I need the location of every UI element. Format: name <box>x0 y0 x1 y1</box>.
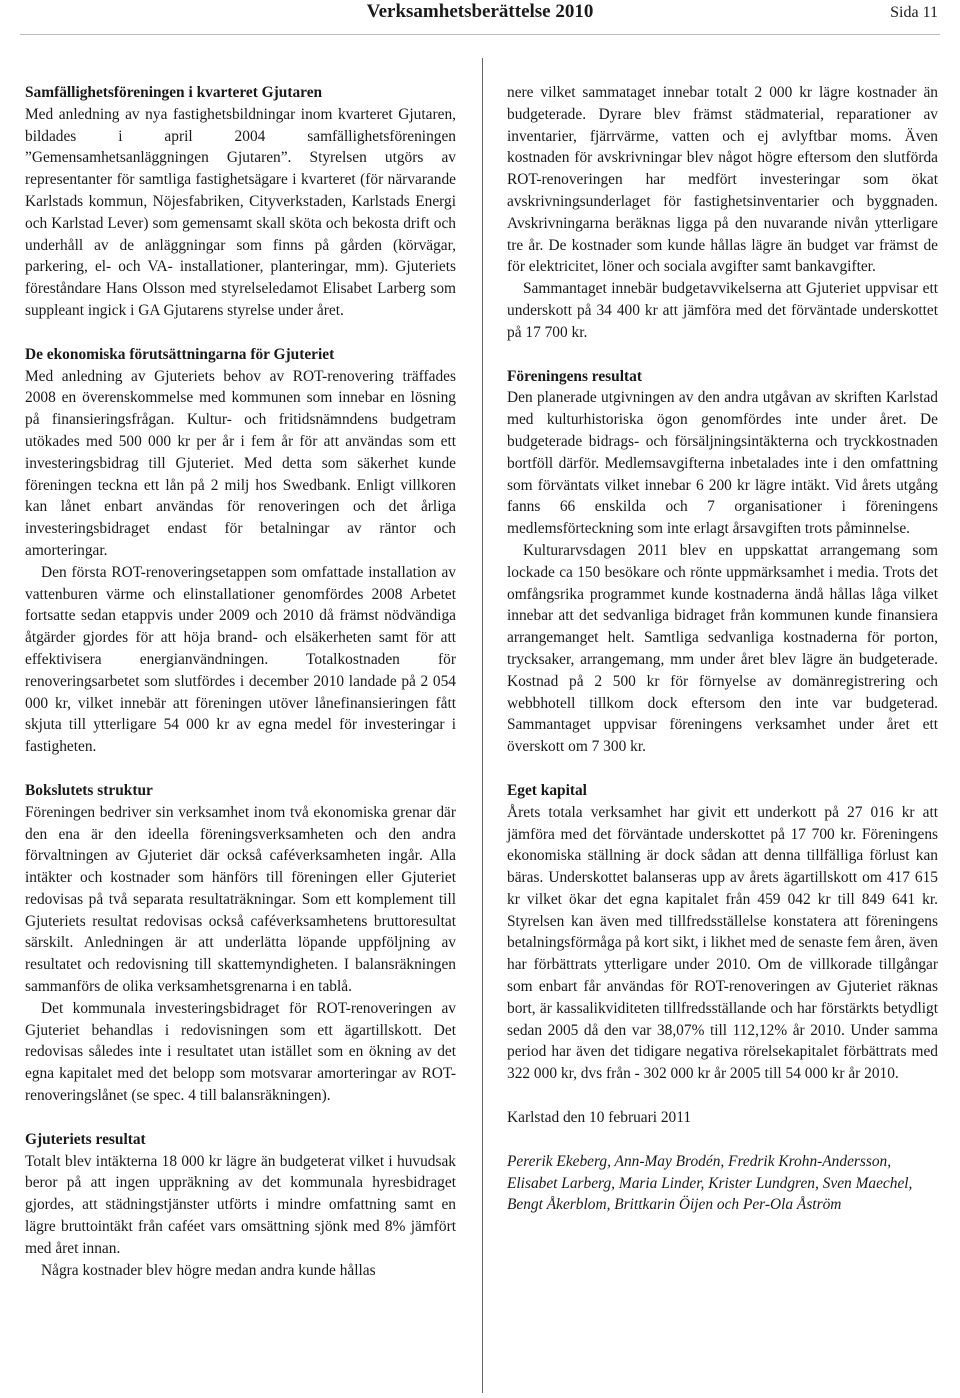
paragraph: Det kommunala investeringsbidraget för ROT-renoveringen av Gjuteriet behandlas i redovisningen som ett ägartillskott. Det redovisas således inte i resultatet utan istället som en ökning av det egna kapitalet med det belopp som motsvarar amorteringar av ROT-renoveringslånet (se spec. 4 till balansräkningen). <box>25 999 456 1105</box>
spacer <box>25 322 456 344</box>
section-heading-bokslut: Bokslutets struktur <box>25 781 153 799</box>
section-heading-samfallighet: Samfällighetsföreningen i kvarteret Gjutaren <box>25 84 323 101</box>
left-column <box>25 82 456 1281</box>
section-heading-foreningens-resultat: Föreningens resultat <box>507 367 642 385</box>
header-rule <box>20 34 940 35</box>
paragraph: Den planerade utgivningen av den andra utgåvan av skriften Karlstad med kulturhistoriska ögon genomfördes inte under året. De budgeterade bidrags- och försäljningsintäkterna och tryckkostnaden bortföll därför. Medlemsavgifterna inbetalades inte i den omfattning som förväntats vilket innebar 6 200 kr lägre intäkt. Vid årets utgång fanns 66 enskilda och 7 organisationer i föreningens medlemsförteckning som inte erlagt årsavgiften trots påminnelse. <box>507 389 938 538</box>
signatures: Pererik Ekeberg, Ann-May Brodén, Fredrik Krohn-Andersson, Elisabet Larberg, Maria Linder, Krister Lundgren, Sven Maechel, Bengt Åkerblom, Brittkarin Öijen och Per-Ola Åström <box>507 1152 913 1214</box>
paragraph: Kulturarvsdagen 2011 blev en uppskattat arrangemang som lockade ca 150 besökare och rönte uppmärksamhet i media. Trots det omfångsrika programmet kunde kostnaderna ändå hållas låga vilket innebar att det sedvanliga bidraget från kommunen kunde finansiera arrangemanget helt. Samtliga sedvanliga kostnaderna för porton, trycksaker, arrangemang, mm under året blev lägre än budgeterade. Kostnad på 2 500 kr för förnyelse av domänregistrering och webbhotell tillkom dock eftersom den inte var budgeterad. Sammantaget uppvisar föreningens verksamhet under året ett överskott om 7 300 kr. <box>507 541 938 756</box>
paragraph: nere vilket sammataget innebar totalt 2 000 kr lägre kostnader än budgeterade. Dyrare blev främst städmaterial, reparationer av inventarier, fjärrvärme, vatten och ej avlyftbar moms. Även kostnaden för avskrivningar blev något högre eftersom den slutförda ROT-renoveringen har medfört investeringar som ökat avskrivningsunderlaget för fastighetsinventarier och byggnaden. Avskrivningarna beräknas ligga på den nuvarande nivån ytterligare tre år. De kostnader som kunde hållas lägre än budget var främst de för elektricitet, löner och sociala avgifter samt bankavgifter. <box>507 84 938 276</box>
section-heading-ekonomiska: De ekonomiska förutsättningarna för Gjuteriet <box>25 345 335 363</box>
paragraph: Årets totala verksamhet har givit ett underkott på 27 016 kr att jämföra med det förväntade underskottet på 17 700 kr. Föreningens ekonomiska ställning är dock sådan att denna tillfälliga förlust kan bäras. Underskottet balanseras upp av årets ägartillskott om 417 615 kr vilket ökar det egna kapitalet från 459 042 kr till 849 641 kr. Styrelsen kan även med tillfredsställelse konstatera att föreningens betalningsförmåga på kort sikt, i likhet med de senaste fem åren, även har förbättrats ytterligare under 2010. Om de villkorade tillgångar som enbart får användas för ROT-renoveringen av Gjuteriet räknas bort, är kassalikviditeten tillfredsställande och har förstärkts betydligt sedan 2005 då den var 38,07% till 112,12% år 2010. Under samma period har även det tidigare negativa rörelsekapitalet förbättrats med 322 000 kr, dvs från - 302 000 kr år 2005 till 54 000 kr år 2010. <box>507 803 938 1083</box>
document-title: Verksamhetsberättelse 2010 <box>366 1 594 22</box>
section-heading-gjuteriets-resultat: Gjuteriets resultat <box>25 1130 146 1148</box>
paragraph: Totalt blev intäkterna 18 000 kr lägre än budgeterat vilket i huvudsak beror på att ingen uppräkning av det kommunala hyresbidraget gjordes, att städningstjänster utförts i mindre omfattning samt en lägre bruttointäkt från caféet vars omsättning sjönk med 8% jämfört med året innan. <box>25 1152 456 1257</box>
spacer <box>507 1129 938 1151</box>
spacer <box>507 1085 938 1107</box>
spacer <box>507 758 938 780</box>
spacer <box>25 758 456 780</box>
spacer <box>507 344 938 366</box>
right-column <box>507 82 938 1216</box>
paragraph: Föreningen bedriver sin verksamhet inom två ekonomiska grenar där den ena är den ideella föreningsverksamheten och den andra förvaltningen av Gjuteriet där också caféverksamheten ingår. Alla intäkter och kostnader som hänförs till föreningen eller Gjuteriet redovisas på två separata resultaträkningar. Som ett komplement till Gjuteriets resultat redovisas också caféverksamhetens bruttoresultat särskilt. Anledningen är att underlätta löpande uppföljning av resultatet och redovisning till skattemyndigheten. I balansräkningen sammanförs de olika verksamhetsgrenarna i en tablå. <box>25 803 456 996</box>
paragraph: Den första ROT-renoveringsetappen som omfattade installation av vattenburen värme och elinstallationer genomfördes 2008 Arbetet fortsatte sedan etappvis under 2009 och 2010 då främst nödvändiga åtgärder gjordes för att höja brand- och elsäkerheten samt för att effektivisera energianvändningen. Totalkostnaden för renoveringsarbetet som slutfördes i december 2010 landade på 2 054 000 kr, vilket innebär att föreningen utöver lånefinansieringen fått skjuta till ytterligare 54 000 kr av egna medel för investeringar i fastigheten. <box>25 563 456 756</box>
paragraph: Med anledning av Gjuteriets behov av ROT-renovering träffades 2008 en överenskommelse med kommunen som innebar en lösning på finansieringsfrågan. Kultur- och fritidsnämndens budgetram utökades med 500 000 kr per år i fem år för att användas som ett investeringsbidrag till Gjuteriet. Med detta som säkerhet kunde föreningen teckna ett lån på 2 milj hos Swedbank. Enligt villkoren kan lånet enbart användas för renoveringen och det årliga investeringsbidraget endast för betalningar av räntor och amorteringar. <box>25 367 456 559</box>
page-number: Sida 11 <box>890 4 938 21</box>
page-header <box>0 0 960 40</box>
section-heading-eget-kapital: Eget kapital <box>507 781 587 799</box>
column-divider <box>482 58 483 1393</box>
paragraph: Några kostnader blev högre medan andra kunde hållas <box>41 1261 376 1279</box>
spacer <box>25 1107 456 1129</box>
paragraph: Med anledning av nya fastighetsbildningar inom kvarteret Gjutaren, bildades i april 2004 samfällighetsföreningen ”Gemensamhetsanläggningen Gjutaren”. Styrelsen utgörs av representanter för samtliga fastighetsägare i kvarteret (för närvarande Karlstads kommun, Nöjesfabriken, Cityverkstaden, Karlstads Energi och Karlstad Lever) som gemensamt skall sköta och bekosta drift och underhåll av de anläggningar som finns på gården (körvägar, parkering, el- och VA- installationer, planteringar, mm). Gjuteriets föreståndare Hans Olsson med styrelseledamot Elisabet Larberg som suppleant ingick i GA Gjutarens styrelse under året. <box>25 105 456 319</box>
place-date: Karlstad den 10 februari 2011 <box>507 1109 692 1127</box>
paragraph: Sammantaget innebär budgetavvikelserna att Gjuteriet uppvisar ett underskott på 34 400 kr att jämföra med det förväntade underskottet på 17 700 kr. <box>507 280 938 341</box>
